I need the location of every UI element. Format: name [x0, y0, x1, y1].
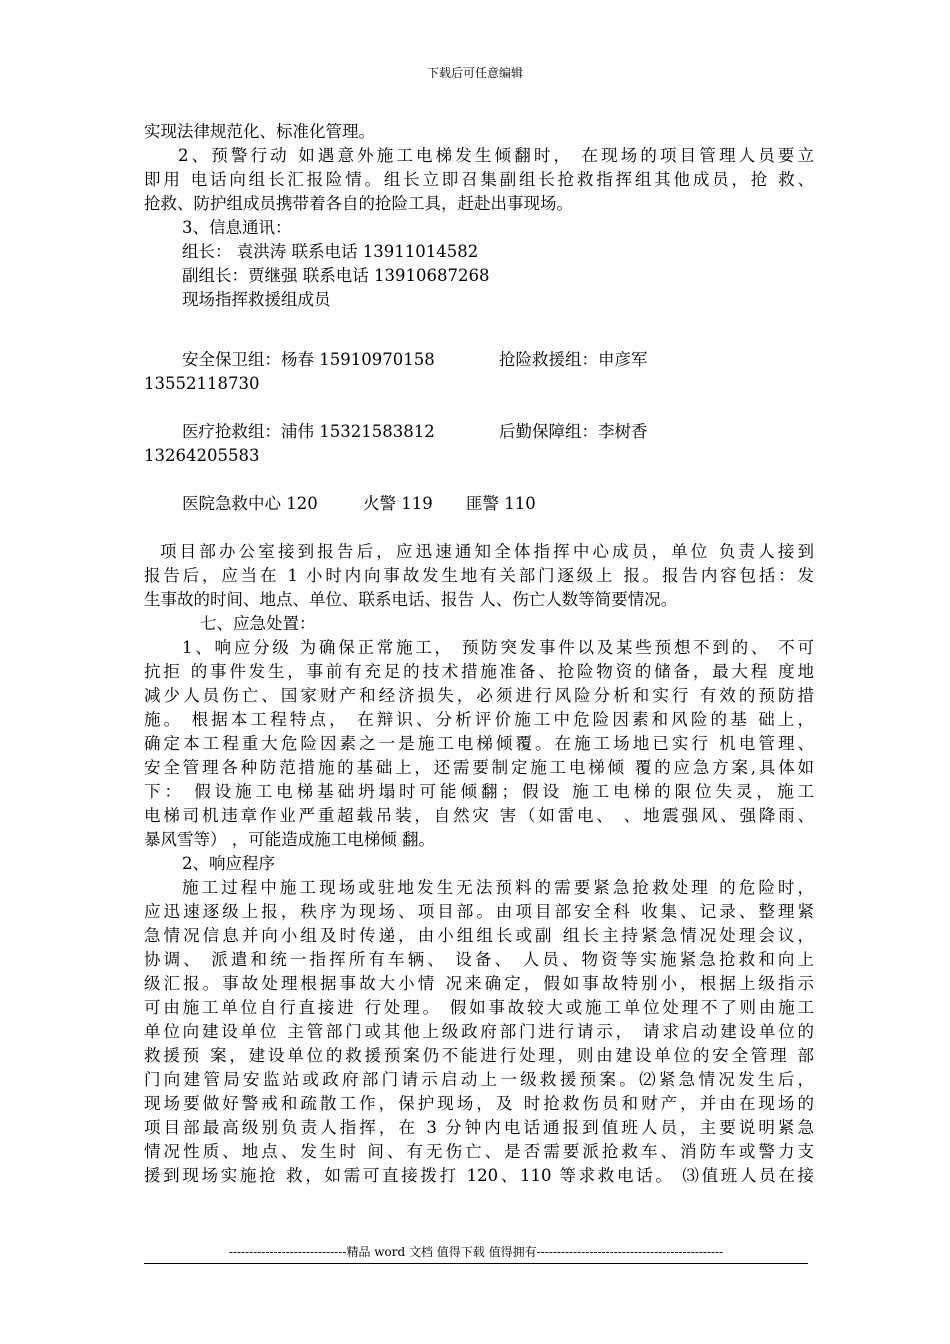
paragraph-line: 救援预 案，建设单位的救援预案仍不能进行处理，则由建设单位的安全管理 部 [144, 1046, 814, 1065]
phone-continuation: 13552118730 [144, 374, 260, 393]
paragraph-line: 应迅速逐级上报，秩序为现场、项目部。由项目部安全科 收集、记录、整理紧 [144, 902, 814, 921]
document-body [144, 120, 814, 1188]
page-footer: -----------------------------精品 word 文档 值得下载 值得拥有---------------------------------------------- [144, 1243, 808, 1264]
phone-continuation: 13264205583 [144, 446, 260, 465]
paragraph-line: 急情况信息并向小组及时传递，由小组组长或副 组长主持紧急情况处理会议， [144, 926, 814, 945]
paragraph-line: 级汇报。事故处理根据事故大小情 况来确定，假如事故特别小，根据上级指示 [144, 974, 814, 993]
paragraph-line: 施工过程中施工现场或驻地发生无法预料的需要紧急抢救处理 的危险时， [182, 878, 814, 897]
paragraph-line: 减少人员伤亡、国家财产和经济损失，必须进行风险分析和实行 有效的预防措 [144, 686, 814, 705]
section-heading: 2、响应程序 [182, 854, 275, 873]
paragraph-line: 确定本工程重大危险因素之一是施工电梯倾覆。在施工场地已实行 机电管理、 [144, 734, 814, 753]
paragraph-line: 1、响应分级 为确保正常施工， 预防突发事件以及某些预想不到的、 不可 [182, 638, 814, 657]
paragraph-line: 现场要做好警戒和疏散工作，保护现场，及 时抢救伤员和财产，并由在现场的 [144, 1094, 814, 1113]
page-header: 下载后可任意编辑 [426, 66, 523, 80]
paragraph-line: 下： 假设施工电梯基础坍塌时可能倾翻；假设 施工电梯的限位失灵，施工 [144, 782, 814, 801]
paragraph-line: 协调、 派遣和统一指挥所有车辆、 设备、 人员、物资等实施紧急抢救和向上 [144, 950, 814, 969]
contact-leader: 组长： 袁洪涛 联系电话 13911014582 [182, 242, 479, 261]
paragraph-line: 安全管理各种防范措施的基础上，还需要制定施工电梯倾 覆的应急方案,具体如 [144, 758, 814, 777]
command-group-title: 现场指挥救援组成员 [182, 290, 331, 309]
hotline-fire: 火警 119 [363, 494, 433, 513]
emergency-hotlines [144, 492, 814, 516]
paragraph-line: 可由施工单位自行直接进 行处理。 假如事故较大或施工单位处理不了则由施工 [144, 998, 814, 1017]
paragraph-line: 项目部最高级别负责人指挥，在 3 分钟内电话通报到值班人员，主要说明紧急 [144, 1118, 814, 1137]
paragraph-line: 抗拒 的事件发生，事前有充足的技术措施准备、抢险物资的储备，最大程 度地 [144, 662, 814, 681]
paragraph-line: 单位向建设单位 主管部门或其他上级政府部门进行请示， 请求启动建设单位的 [144, 1022, 814, 1041]
paragraph-line: 2、预警行动 如遇意外施工电梯发生倾翻时， 在现场的项目管理人员要立 [178, 146, 814, 165]
group-security: 安全保卫组：杨春 15910970158 [182, 350, 435, 369]
paragraph-line: 情况性质、地点、发生时 间、有无伤亡、是否需要派抢救车、消防车或警力支 [144, 1142, 814, 1161]
paragraph-line: 实现法律规范化、标准化管理。 [144, 122, 375, 141]
paragraph-line: 生事故的时间、地点、单位、联系电话、报告 人、伤亡人数等简要情况。 [144, 590, 678, 609]
paragraph-line: 电梯司机违章作业严重超载吊装，自然灾 害（如雷电、 、地震强风、强降雨、 [144, 806, 814, 825]
paragraph-line: 援到现场实施抢 救，如需可直接拨打 120、110 等求救电话。 ⑶值班人员在接 [144, 1166, 814, 1185]
hotline-hospital: 医院急救中心 120 [182, 494, 318, 513]
paragraph-line: 抢救、防护组成员携带着各自的抢险工具，赶赴出事现场。 [144, 194, 573, 213]
paragraph-line: 即用 电话向组长汇报险情。组长立即召集副组长抢救指挥组其他成员，抢 救、 [144, 170, 814, 189]
paragraph-line: 项目部办公室接到报告后，应迅速通知全体指挥中心成员，单位 负责人接到 [160, 542, 814, 561]
section-heading: 七、应急处置： [200, 614, 316, 633]
group-row [144, 348, 814, 372]
group-logistics: 后勤保障组：李树香 [499, 422, 648, 441]
hotline-police: 匪警 110 [466, 494, 536, 513]
paragraph-line: 报告后，应当在 1 小时内向事故发生地有关部门逐级上 报。报告内容包括：发 [144, 566, 814, 585]
group-row [144, 420, 814, 444]
contact-deputy: 副组长：贾继强 联系电话 13910687268 [182, 266, 490, 285]
group-medical: 医疗抢救组：浦伟 15321583812 [182, 422, 435, 441]
paragraph-line: 暴风雪等） ，可能造成施工电梯倾 翻。 [144, 830, 435, 849]
paragraph-line: 施。 根据本工程特点， 在辩识、分析评价施工中危险因素和风险的基 础上， [144, 710, 814, 729]
paragraph-line: 门向建管局安监站或政府部门请示启动上一级救援预案。⑵紧急情况发生后， [144, 1070, 814, 1089]
group-rescue: 抢险救援组：申彦军 [499, 350, 648, 369]
section-heading: 3、信息通讯： [182, 218, 292, 237]
